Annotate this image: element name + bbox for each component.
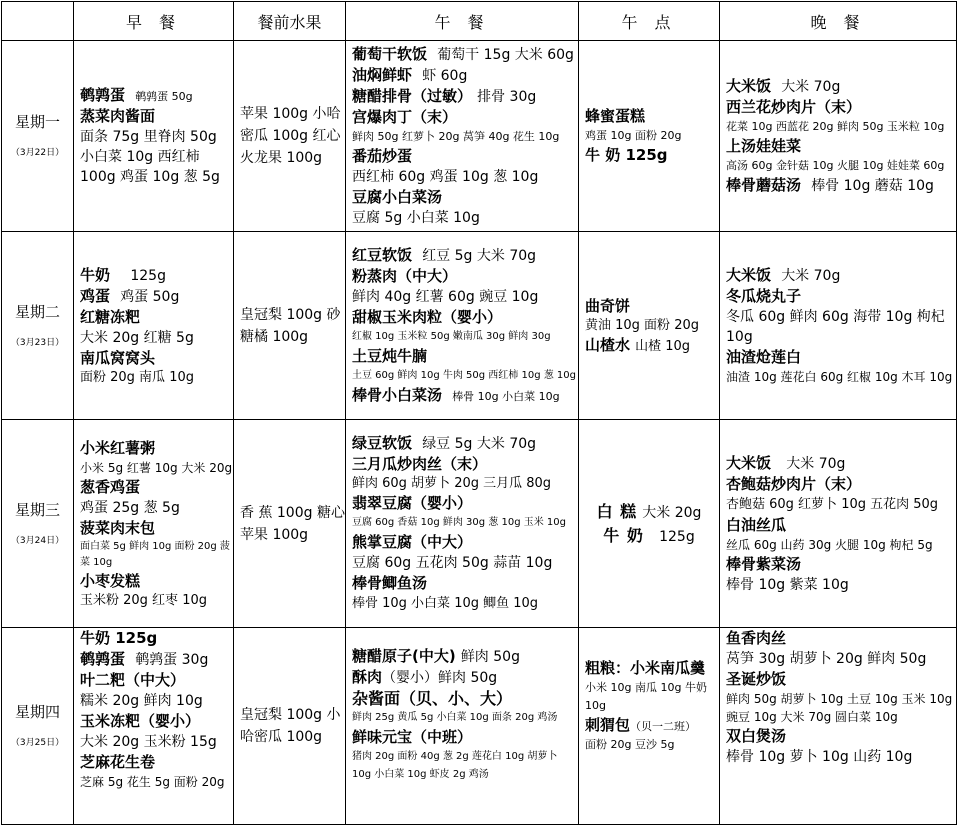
dish-name: 棒骨小白菜汤 [352,386,443,404]
dish-name: 糖醋原子(中大) [352,647,456,665]
dish-ingredients: 125g [130,267,166,284]
dish-name: 冬瓜烧丸子 [726,287,802,305]
snack-cell [579,41,720,232]
menu-line [352,245,578,266]
breakfast-cell [74,232,234,420]
dish-name: 葱香鸡蛋 [80,477,141,496]
header-corner [2,2,74,41]
day-name: 星期三 [14,500,60,519]
menu-line [352,86,578,107]
dish-name: 玉米冻粑（婴小） [80,712,201,730]
day-date: （3月24日） [10,535,65,546]
dish-name: 鱼香肉丝 [726,629,787,647]
dish-ingredients: 鲜肉 40g 红薯 60g 豌豆 10g [352,289,539,305]
dish-name: 曲奇饼 [585,296,631,315]
lunch-cell [346,628,579,825]
dish-name: 菠菜肉末包 [80,518,156,537]
dish-ingredients: 棒骨 10g 萝卜 10g 山药 10g [726,749,913,765]
day-date: （3月23日） [10,337,65,348]
dish-ingredients: 鲜肉 50g [460,649,520,665]
lunch-cell [346,232,579,420]
dish-ingredients: 山楂 10g [635,338,691,354]
dish-ingredients: （贝一二班） [630,720,697,733]
dish-ingredients: 葡萄干 15g 大米 60g [437,47,574,63]
dish-name: 棒骨鲫鱼汤 [352,574,428,592]
dish-ingredients: 125g [659,528,695,545]
dish-ingredients: 红豆 5g 大米 70g [422,248,537,264]
day-date: （3月22日） [10,148,65,158]
dish-ingredients: 面白菜 5g 鲜肉 10g 面粉 20g 菠菜 10g [80,540,230,568]
dish-ingredients: 虾 60g [422,68,468,84]
menu-line [726,265,956,286]
fruit-cell [234,232,346,420]
dish-ingredients: 豆腐 5g 小白菜 10g [352,210,480,226]
menu-line [80,286,233,307]
dish-name: 小枣发糕 [80,571,141,590]
breakfast-cell [74,420,234,628]
dish-ingredients: 土豆 60g 鲜肉 10g 牛肉 50g 西红柿 10g 葱 10g [352,370,576,381]
dish-name: 叶二粑（中大） [80,671,186,689]
dish-name: 棒骨蘑菇汤 [726,176,802,194]
dinner-cell [720,232,957,420]
dish-name: 大米饭 [726,266,772,284]
day-cell [2,232,74,420]
dish-ingredients: 大米 70g [786,455,846,472]
dish-ingredients: 鸡蛋 50g [120,288,180,305]
dish-ingredients: 莴笋 30g 胡萝卜 20g 鲜肉 50g [726,651,927,667]
dish-ingredients: 小米 5g 红薯 10g 大米 20g [80,460,233,475]
fruit-cell [234,41,346,232]
day-name: 星期二 [14,302,60,321]
weekly-menu-table [1,1,957,825]
dish-name: 棒骨紫菜汤 [726,554,802,573]
menu-line [352,44,578,65]
dish-name: 白 糕 [596,501,638,521]
dish-ingredients: 杏鲍菇 60g 红萝卜 10g 五花肉 50g [726,496,939,512]
dish-name: 葡萄干软饭 [352,45,428,63]
dish-name: 糖醋排骨（过敏） [352,87,473,105]
dish-ingredients: 糯米 20g 鲜肉 10g [80,693,203,709]
dish-name: 大米饭 [726,77,772,95]
dish-name: 鸡蛋 [80,286,111,305]
dish-ingredients: 芝麻 5g 花生 5g 面粉 20g [80,775,225,789]
dish-name: 土豆炖牛腩 [352,347,428,365]
menu-row-thursday [2,628,957,825]
header-snack: 午 点 [579,2,720,41]
dish-name: 南瓜窝窝头 [80,348,156,367]
day-date: （3月25日） [10,738,65,748]
dish-ingredients: 丝瓜 60g 山药 30g 火腿 10g 枸杞 5g [726,537,933,552]
menu-row-monday [2,41,957,232]
menu-line [80,106,233,127]
dish-name: 三月瓜炒肉丝（末） [352,455,488,473]
dish-name: 粉蒸肉（中大） [352,267,458,285]
dish-ingredients: 鹌鹑蛋 30g [135,652,209,668]
dish-ingredients: 大米 70g [781,79,841,95]
dish-ingredients: 红椒 10g 玉米粒 50g 嫩南瓜 30g 鲜肉 30g [352,331,551,342]
dish-name: 鹌鹑蛋 [80,650,126,668]
menu-line [726,175,956,196]
dish-ingredients: 大米 20g [642,504,702,521]
dish-name: 圣诞炒饭 [726,670,787,688]
dish-ingredients: 黄油 10g 面粉 20g [585,317,699,333]
dinner-cell [720,628,957,825]
dish-ingredients: 大米 20g 玉米粉 15g [80,734,217,750]
dish-name: 宫爆肉丁（末） [352,108,458,126]
fruit-cell [234,628,346,825]
dish-ingredients: 面粉 20g 南瓜 10g [80,369,194,385]
dish-ingredients: 油渣 10g 莲花白 60g 红椒 10g 木耳 10g [726,370,953,384]
lunch-cell [346,420,579,628]
menu-line [585,335,719,356]
dish-ingredients: 面粉 20g 豆沙 5g [585,738,675,751]
menu-line [80,265,233,286]
dish-ingredients: 鸡蛋 10g 面粉 20g [585,129,682,142]
dish-ingredients: 豆腐 60g 五花肉 50g 蒜苗 10g [352,555,553,571]
dinner-cell [720,420,957,628]
fruit-list: 苹果 100g 小哈密瓜 100g 红心火龙果 100g [240,106,341,166]
dish-ingredients: 冬瓜 60g 鲜肉 60g 海带 10g 枸杞 10g [726,309,945,345]
header-breakfast: 早 餐 [74,2,234,41]
menu-line [80,85,233,106]
dish-ingredients: 大米 20g 红糖 5g [80,329,194,346]
day-cell [2,420,74,628]
dish-ingredients: 绿豆 5g 大米 70g [422,436,537,452]
dish-ingredients: 高汤 60g 金针菇 10g 火腿 10g 娃娃菜 60g [726,159,945,172]
dish-name: 熊掌豆腐（中大） [352,533,473,551]
day-cell [2,628,74,825]
header-fruit: 餐前水果 [234,2,346,41]
dish-name: 白油丝瓜 [726,515,787,534]
dish-name: 红豆软饭 [352,246,413,264]
fruit-list: 皇冠梨 100g 砂糖橘 100g [240,306,341,345]
dish-name: 甜椒玉米肉粒（婴小） [352,308,503,326]
menu-line [352,667,578,688]
dish-ingredients: 排骨 30g [477,89,537,105]
dish-ingredients: 豆腐 60g 香菇 10g 鲜肉 30g 葱 10g 玉米 10g [352,517,566,528]
dish-ingredients: 鲜肉 50g 红萝卜 20g 莴笋 40g 花生 10g [352,130,560,143]
dish-name: 西兰花炒肉片（末） [726,98,862,116]
menu-line [579,500,719,524]
menu-line [80,649,233,670]
dish-name: 牛 奶 [603,525,644,545]
dish-name: 红糖冻粑 [80,307,141,326]
menu-line [352,65,578,86]
header-lunch: 午 餐 [346,2,579,41]
menu-row-tuesday [2,232,957,420]
dish-name: 翡翠豆腐（婴小） [352,494,473,512]
menu-line [585,715,719,736]
dish-ingredients: 鹌鹑蛋 50g [135,90,193,103]
lunch-cell [346,41,579,232]
dish-name: 油焖鲜虾 [352,66,413,84]
dish-ingredients: 大米 70g [781,268,841,284]
dish-name: 牛奶 125g [80,629,158,647]
dish-name: 山楂水 [585,335,631,354]
snack-cell [579,628,720,825]
dish-name: 蒸菜肉酱面 [80,107,156,125]
dish-ingredients: 西红柿 60g 鸡蛋 10g 葱 10g [352,169,539,185]
day-name: 星期一 [14,113,60,131]
dish-name: 蜂蜜蛋糕 [585,107,646,125]
menu-line [726,453,956,474]
dish-ingredients: 面条 75g 里脊肉 50g 小白菜 10g 西红柿 100g 鸡蛋 10g 葱 5g [80,129,220,185]
snack-cell [579,420,720,628]
dish-name: 油渣炝莲白 [726,348,802,366]
fruit-cell [234,420,346,628]
day-name: 星期四 [14,703,60,721]
dish-ingredients: 棒骨 10g 小白菜 10g [452,390,560,403]
menu-line [726,76,956,97]
dish-name: 双白煲汤 [726,727,787,745]
dish-name: 豆腐小白菜汤 [352,188,443,206]
dish-name: 刺猬包 [585,716,631,734]
dish-name: 芝麻花生卷 [80,753,156,771]
menu-row-wednesday [2,420,957,628]
dish-ingredients: 猪肉 20g 面粉 40g 葱 2g 莲花白 10g 胡萝卜 10g 小白菜 10g 虾皮 2g 鸡汤 [352,751,558,780]
dish-ingredients: 棒骨 10g 紫菜 10g [726,576,849,593]
dish-name: 粗粮：小米南瓜羹 [585,659,706,677]
fruit-list: 皇冠梨 100g 小哈密瓜 100g [240,707,341,745]
dish-ingredients: 鲜肉 60g 胡萝卜 20g 三月瓜 80g [352,476,552,491]
header-row [2,2,957,41]
dish-ingredients: 小米 10g 南瓜 10g 牛奶 10g [585,681,707,712]
dish-name: 酥肉 [352,668,383,686]
dish-name: 绿豆软饭 [352,434,413,452]
dish-name: 上汤娃娃菜 [726,137,802,155]
dish-ingredients: 棒骨 10g 小白菜 10g 鲫鱼 10g [352,596,539,611]
menu-line [352,433,578,454]
dish-name: 杏鲍菇炒肉片（末） [726,474,862,493]
menu-line [579,524,719,548]
dish-name: 小米红薯粥 [80,438,156,457]
dish-ingredients: 玉米粉 20g 红枣 10g [80,592,207,608]
breakfast-cell [74,628,234,825]
dish-ingredients: 鲜肉 50g 胡萝卜 10g 土豆 10g 玉米 10g 豌豆 10g 大米 70g 圆白菜 10g [726,692,953,724]
dish-name: 杂酱面（贝、小、大） [352,689,513,708]
menu-line [352,646,578,667]
dish-name: 鲜味元宝（中班） [352,728,473,746]
dish-name: 鹌鹑蛋 [80,86,126,104]
header-dinner: 晚 餐 [720,2,957,41]
dish-name: 牛 奶 125g [585,146,668,164]
snack-cell [579,232,720,420]
day-cell [2,41,74,232]
dish-ingredients: 鲜肉 25g 黄瓜 5g 小白菜 10g 面条 20g 鸡汤 [352,712,558,723]
dish-name: 番茄炒蛋 [352,147,413,165]
dinner-cell [720,41,957,232]
menu-line [352,385,578,406]
breakfast-cell [74,41,234,232]
dish-name: 牛奶 [80,265,111,284]
dish-ingredients: （婴小）鲜肉 50g [382,670,498,686]
dish-ingredients: 鸡蛋 25g 葱 5g [80,499,180,516]
dish-ingredients: 花菜 10g 西蓝花 20g 鲜肉 50g 玉米粒 10g [726,120,945,133]
dish-ingredients: 棒骨 10g 蘑菇 10g [811,178,934,194]
dish-name: 大米饭 [726,453,772,472]
fruit-list: 香 蕉 100g 糖心苹果 100g [240,504,345,543]
